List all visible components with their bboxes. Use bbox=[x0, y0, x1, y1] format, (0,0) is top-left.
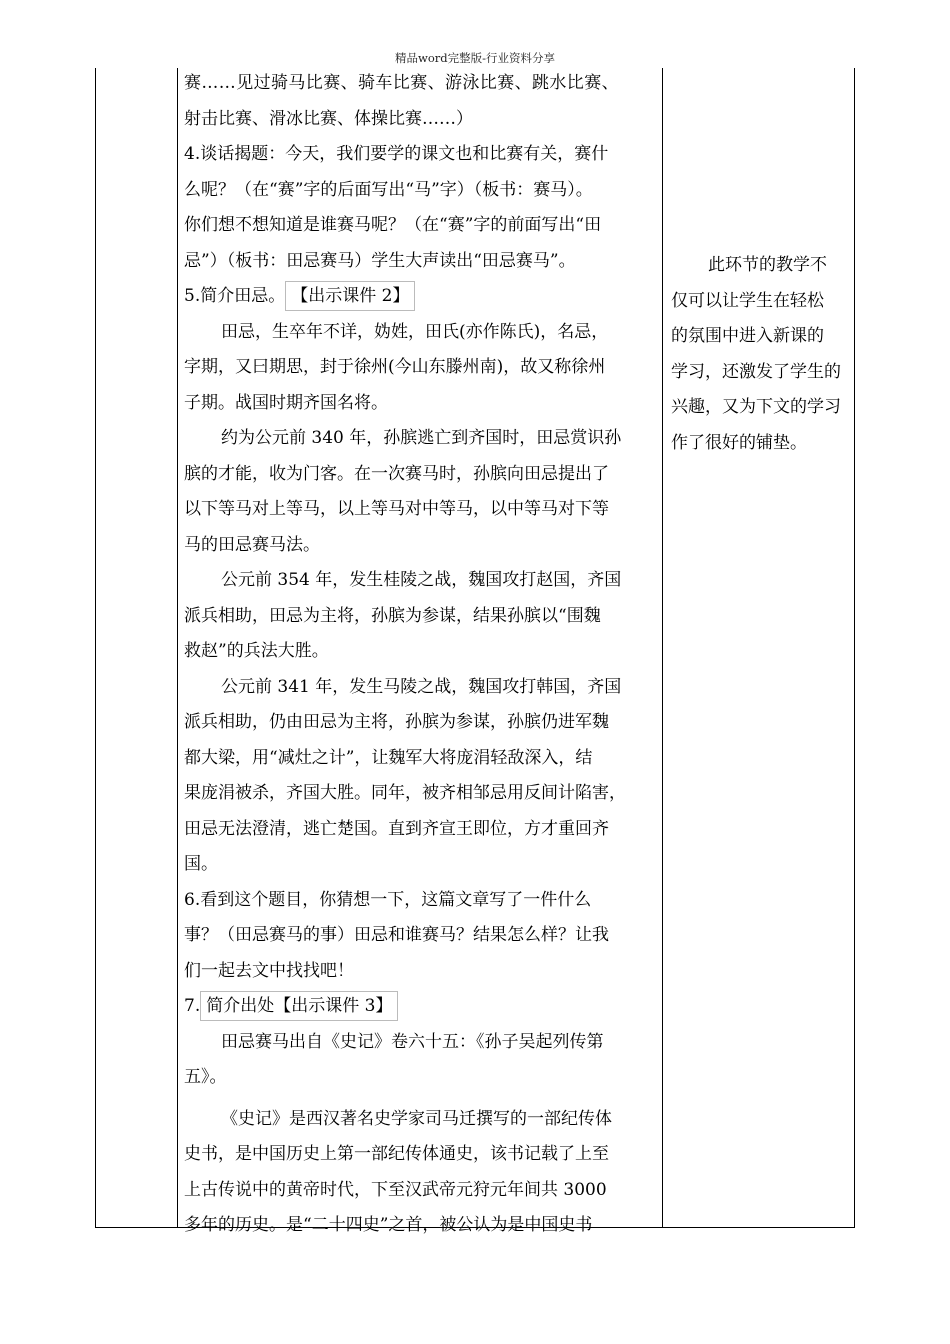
text-line: 都大梁，用“减灶之计”，让魏军大将庞涓轻敌深入，结 bbox=[184, 747, 593, 768]
text-line: 忌”）（板书：田忌赛马）学生大声读出“田忌赛马”。 bbox=[184, 250, 576, 271]
text-line: 字期，又曰期思，封于徐州(今山东滕州南)，故又称徐州 bbox=[184, 357, 606, 377]
section-number: 7. bbox=[184, 996, 201, 1016]
table-right-border bbox=[854, 68, 855, 1228]
text-line: 上古传说中的黄帝时代，下至汉武帝元狩元年间共 3000 bbox=[184, 1179, 607, 1200]
text-line: 派兵相助，仍由田忌为主将，孙膑为参谋，孙膑仍进军魏 bbox=[184, 712, 609, 732]
table-left-border bbox=[95, 68, 96, 1228]
text-line: 田忌，生卒年不详，妫姓，田氏(亦作陈氏)，名忌， bbox=[221, 321, 609, 342]
text-line: 以下等马对上等马，以上等马对中等马，以中等马对下等 bbox=[184, 499, 609, 519]
text-line: 公元前 354 年，发生桂陵之战，魏国攻打赵国，齐国 bbox=[221, 570, 622, 590]
text-line: 国。 bbox=[184, 854, 218, 874]
section-heading: 5.简介田忌。 bbox=[184, 286, 286, 306]
text-line: 五》。 bbox=[184, 1067, 227, 1087]
text-line: 约为公元前 340 年，孙膑逃亡到齐国时，田忌赏识孙 bbox=[221, 428, 622, 448]
text-line: 6.看到这个题目，你猜想一下，这篇文章写了一件什么 bbox=[184, 889, 592, 910]
note-line: 兴趣，又为下文的学习 bbox=[671, 397, 841, 417]
courseware-label: 【出示课件 2】 bbox=[285, 281, 415, 311]
table-col-divider-1 bbox=[177, 68, 178, 1228]
note-line: 的氛围中进入新课的 bbox=[671, 326, 824, 346]
text-line: 射击比赛、滑冰比赛、体操比赛……） bbox=[184, 108, 473, 129]
text-line: 事？（田忌赛马的事）田忌和谁赛马？结果怎么样？让我 bbox=[184, 925, 609, 945]
text-line: 你们想不想知道是谁赛马呢？（在“赛”字的前面写出“田 bbox=[184, 215, 602, 235]
text-line: 多年的历史。是“二十四史”之首，被公认为是中国史书 bbox=[184, 1215, 593, 1235]
note-line: 仅可以让学生在轻松 bbox=[671, 290, 824, 311]
text-line: 《史记》是西汉著名史学家司马迁撰写的一部纪传体 bbox=[221, 1108, 612, 1129]
text-line: 救赵”的兵法大胜。 bbox=[184, 641, 329, 661]
text-line bbox=[184, 279, 664, 315]
page-header: 精品word完整版-行业资料分享 bbox=[394, 51, 555, 65]
text-line: 膑的才能，收为门客。在一次赛马时，孙膑向田忌提出了 bbox=[184, 463, 609, 484]
text-line: 果庞涓被杀，齐国大胜。同年，被齐相邹忌用反间计陷害， bbox=[184, 783, 626, 803]
text-line: 田忌赛马出自《史记》卷六十五：《孙子吴起列传第 bbox=[221, 1031, 604, 1052]
note-line: 作了很好的铺垫。 bbox=[671, 432, 807, 453]
teaching-content bbox=[184, 66, 664, 1244]
text-line: 派兵相助，田忌为主将，孙膑为参谋，结果孙膑以“围魏 bbox=[184, 605, 601, 626]
courseware-label: 简介出处【出示课件 3】 bbox=[200, 991, 398, 1021]
text-line: 马的田忌赛马法。 bbox=[184, 534, 320, 555]
text-line: 4.谈话揭题：今天，我们要学的课文也和比赛有关，赛什 bbox=[184, 144, 609, 164]
text-line: 们一起去文中找找吧！ bbox=[184, 960, 354, 981]
note-line: 学习，还激发了学生的 bbox=[671, 361, 841, 382]
text-line: 赛……见过骑马比赛、骑车比赛、游泳比赛、跳水比赛、 bbox=[184, 73, 619, 93]
text-line: 史书，是中国历史上第一部纪传体通史，该书记载了上至 bbox=[184, 1144, 609, 1164]
text-line: 田忌无法澄清，逃亡楚国。直到齐宣王即位，方才重回齐 bbox=[184, 818, 609, 839]
design-intent-note bbox=[671, 248, 855, 461]
note-line: 此环节的教学不 bbox=[708, 255, 827, 275]
text-line: 子期。战国时期齐国名将。 bbox=[184, 392, 388, 413]
text-line bbox=[184, 989, 664, 1025]
text-line: 公元前 341 年，发生马陵之战，魏国攻打韩国，齐国 bbox=[221, 676, 622, 697]
text-line: 么呢？（在“赛”字的后面写出“马”字）（板书：赛马）。 bbox=[184, 179, 593, 200]
